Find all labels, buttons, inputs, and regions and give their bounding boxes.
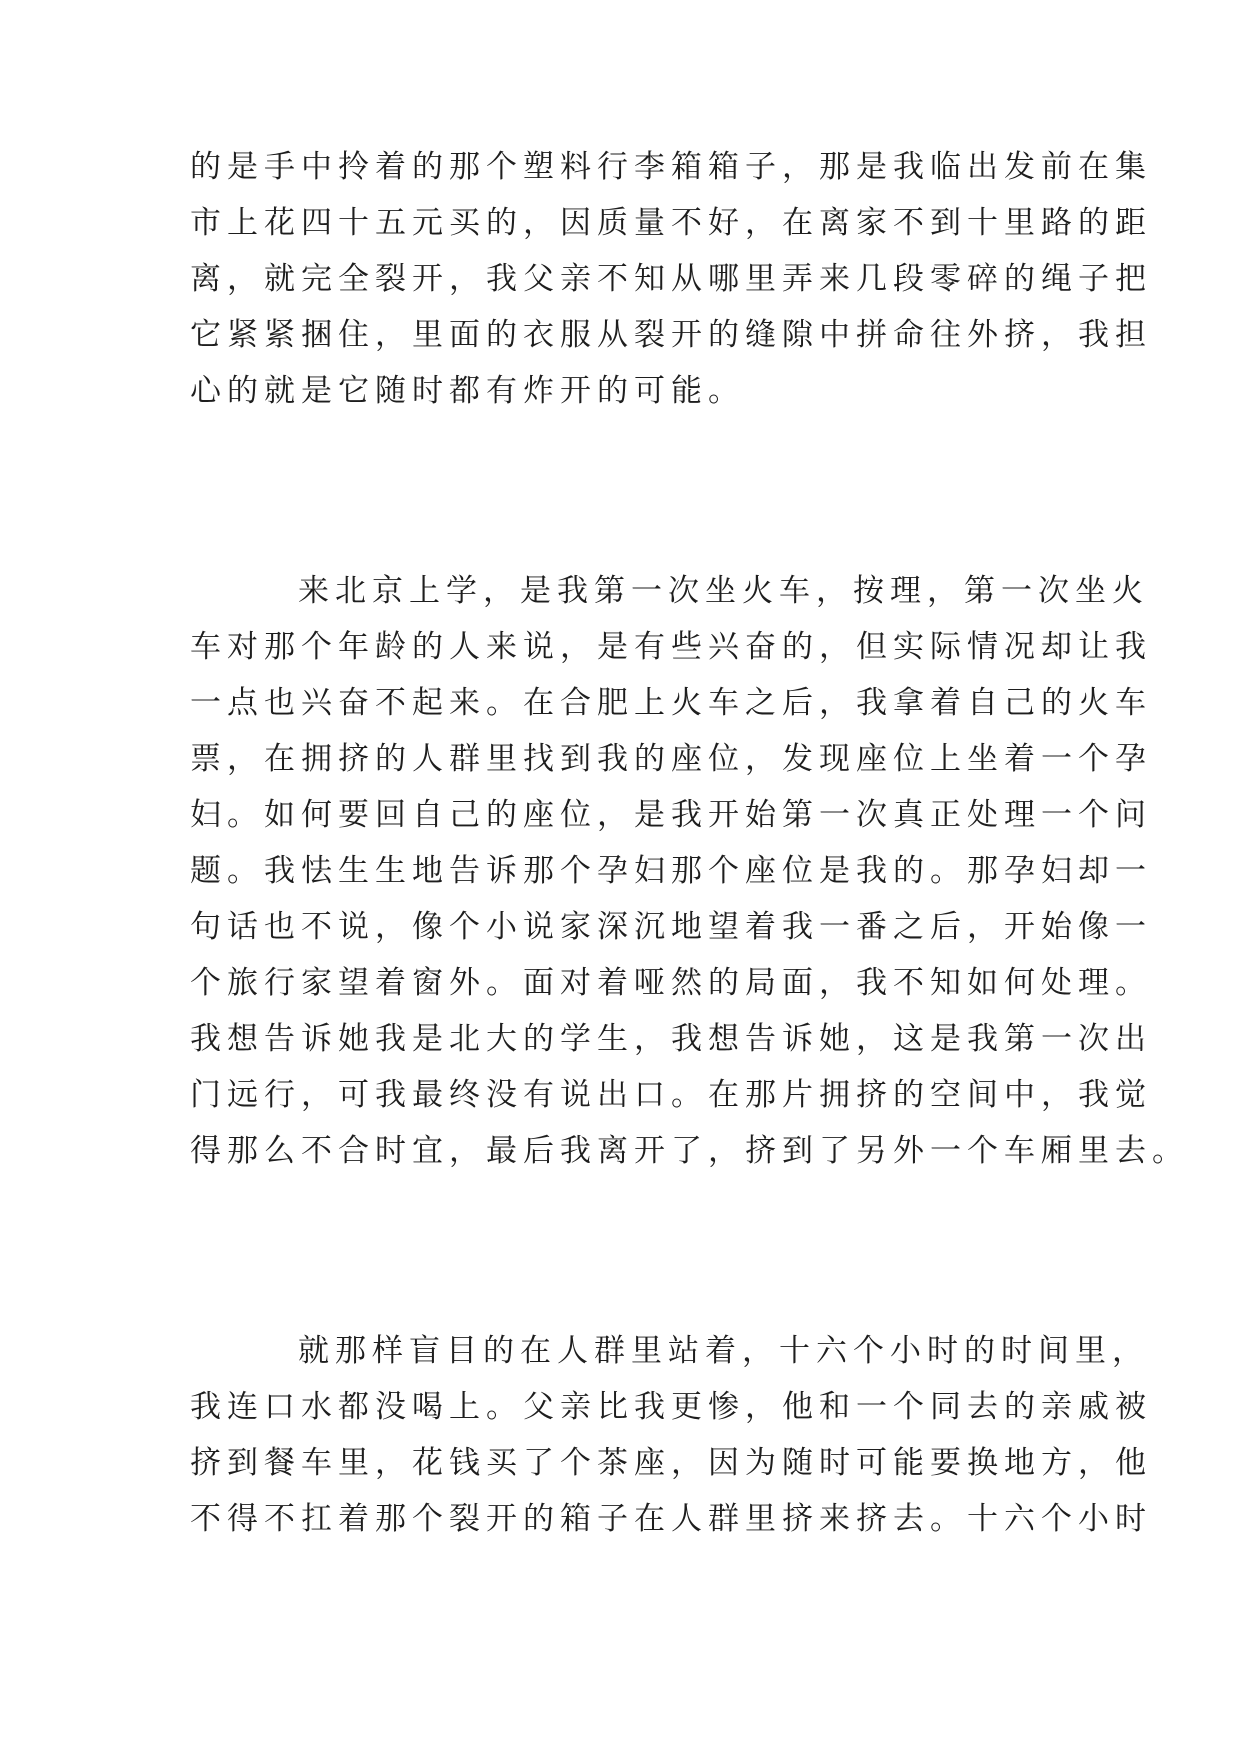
text-line: 车对那个年龄的人来说，是有些兴奋的，但实际情况却让我 <box>190 629 1152 665</box>
text-line: 就那样盲目的在人群里站着，十六个小时的时间里， <box>298 1333 1149 1369</box>
text-line: 我连口水都没喝上。父亲比我更惨，他和一个同去的亲戚被 <box>190 1389 1152 1425</box>
text-line: 它紧紧捆住，里面的衣服从裂开的缝隙中拼命往外挤，我担 <box>190 317 1152 353</box>
text-line: 句话也不说，像个小说家深沉地望着我一番之后，开始像一 <box>190 909 1152 945</box>
text-line: 妇。如何要回自己的座位，是我开始第一次真正处理一个问 <box>190 797 1152 833</box>
text-line: 题。我怯生生地告诉那个孕妇那个座位是我的。那孕妇却一 <box>190 853 1152 889</box>
text-line: 的是手中拎着的那个塑料行李箱箱子，那是我临出发前在集 <box>190 149 1152 185</box>
text-line: 票，在拥挤的人群里找到我的座位，发现座位上坐着一个孕 <box>190 741 1152 777</box>
text-line: 离，就完全裂开，我父亲不知从哪里弄来几段零碎的绳子把 <box>190 261 1152 297</box>
text-line: 不得不扛着那个裂开的箱子在人群里挤来挤去。十六个小时 <box>190 1501 1152 1537</box>
text-line: 心的就是它随时都有炸开的可能。 <box>190 373 745 409</box>
text-line: 我想告诉她我是北大的学生，我想告诉她，这是我第一次出 <box>190 1021 1152 1057</box>
text-line: 一点也兴奋不起来。在合肥上火车之后，我拿着自己的火车 <box>190 685 1152 721</box>
text-line: 得那么不合时宜，最后我离开了，挤到了另外一个车厢里去。 <box>190 1133 1189 1169</box>
text-line: 门远行，可我最终没有说出口。在那片拥挤的空间中，我觉 <box>190 1077 1152 1113</box>
text-line: 来北京上学，是我第一次坐火车，按理，第一次坐火 <box>298 573 1149 609</box>
text-line: 市上花四十五元买的，因质量不好，在离家不到十里路的距 <box>190 205 1152 241</box>
text-line: 挤到餐车里，花钱买了个茶座，因为随时可能要换地方，他 <box>190 1445 1152 1481</box>
text-line: 个旅行家望着窗外。面对着哑然的局面，我不知如何处理。 <box>190 965 1152 1001</box>
